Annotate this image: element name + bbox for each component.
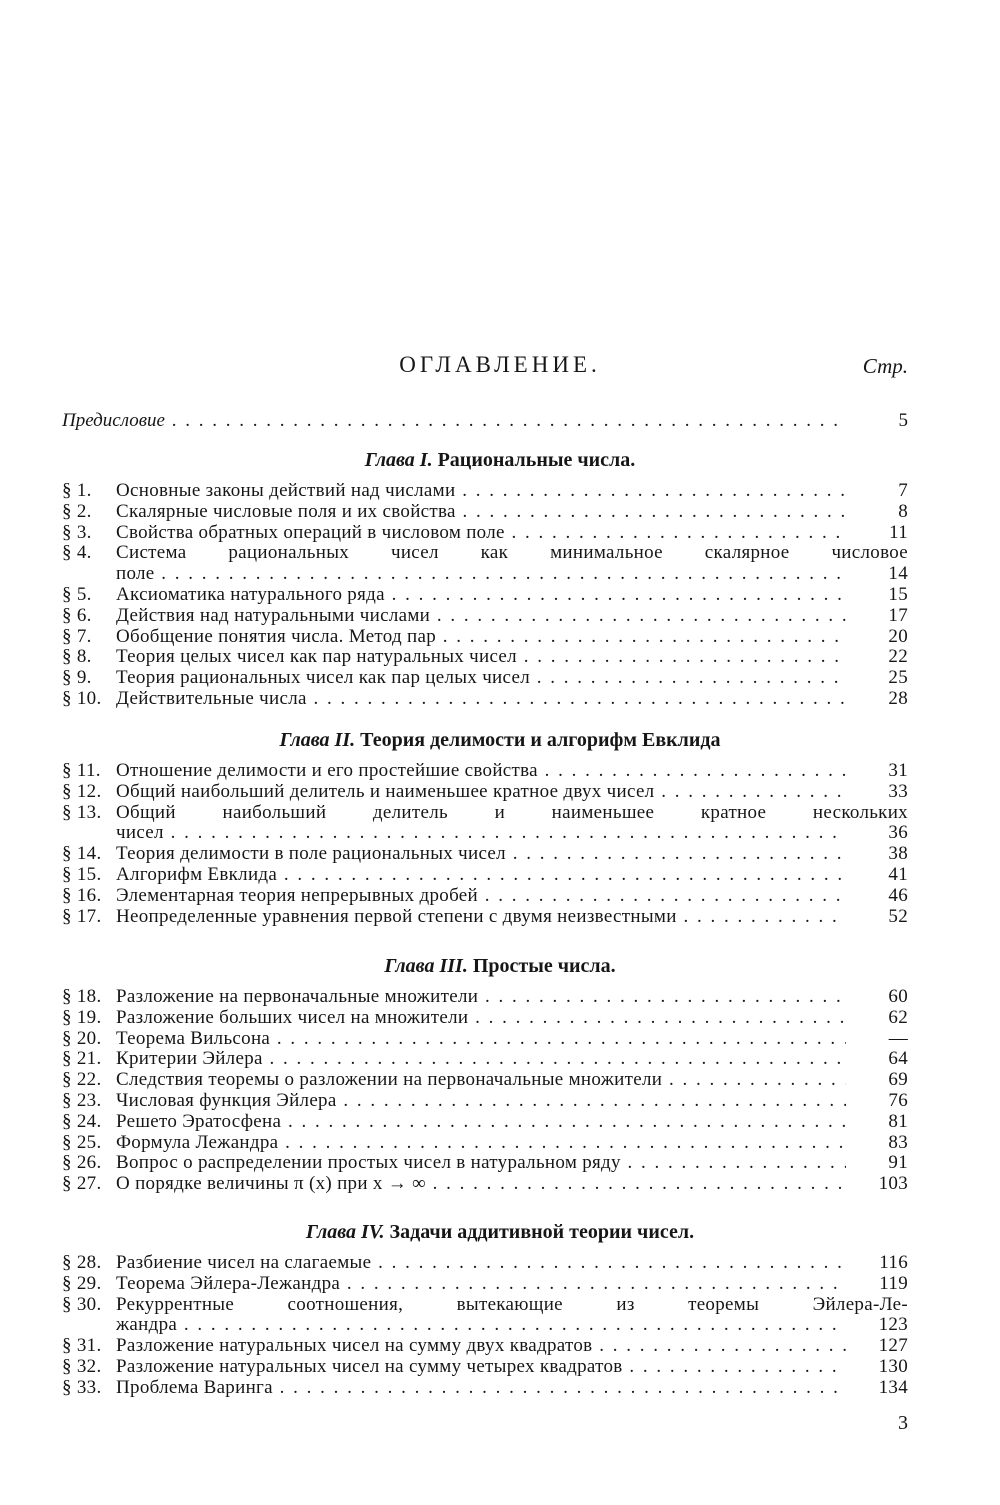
- toc-entry[interactable]: [62, 606, 908, 627]
- toc-entry[interactable]: [62, 1274, 908, 1295]
- entry-page: 123: [878, 1314, 908, 1336]
- entry-title: Обобщение понятия числа. Метод пар . . .: [116, 627, 846, 648]
- section-number: § 6.: [62, 604, 92, 626]
- toc-entry[interactable]: [62, 823, 908, 844]
- preface-title: Предисловие . . .: [62, 410, 846, 432]
- chapter-1-heading: [0, 449, 1000, 472]
- entry-title: Отношение делимости и его простейшие свойства . . .: [116, 761, 846, 782]
- entry-page: 130: [878, 1355, 908, 1377]
- preface-page: 5: [898, 410, 908, 431]
- entry-title: Проблема Варинга . . .: [116, 1378, 846, 1399]
- entry-title: Следствия теоремы о разложении на первоначальные множители . . .: [116, 1070, 846, 1091]
- section-number: § 3.: [62, 521, 92, 543]
- entry-title: Вопрос о распределении простых чисел в натуральном ряду . . .: [116, 1153, 846, 1174]
- chapter-3-name: Простые числа.: [472, 955, 616, 977]
- page-title: ОГЛАВЛЕНИЕ.: [399, 352, 601, 377]
- section-number: § 33.: [62, 1376, 102, 1398]
- entry-title: Критерии Эйлера . . .: [116, 1049, 846, 1070]
- section-number: § 24.: [62, 1110, 102, 1132]
- entry-page: 33: [888, 780, 908, 802]
- entry-title: Теория целых чисел как пар натуральных чисел . . .: [116, 647, 846, 668]
- entry-title: Теория делимости в поле рациональных чисел . . .: [116, 844, 846, 865]
- section-number: § 15.: [62, 863, 102, 885]
- toc-entry[interactable]: [62, 1174, 908, 1195]
- entry-page: 103: [878, 1173, 908, 1195]
- chapter-1-label: Глава I.: [364, 449, 433, 471]
- entry-title: Действия над натуральными числами . . .: [116, 606, 846, 627]
- section-number: § 31.: [62, 1335, 102, 1357]
- toc-entry[interactable]: [62, 1029, 908, 1050]
- section-number: § 10.: [62, 687, 102, 709]
- entry-page: 7: [898, 480, 908, 501]
- section-number: § 32.: [62, 1355, 102, 1377]
- toc-entry[interactable]: [62, 803, 908, 824]
- section-number: § 22.: [62, 1069, 102, 1091]
- toc-entry[interactable]: [62, 1112, 908, 1133]
- entry-title: Теорема Эйлера-Лежандра . . .: [116, 1274, 846, 1295]
- entry-title: Разложение больших чисел на множители . . .: [116, 1008, 846, 1029]
- chapter-4-heading: [0, 1221, 1000, 1244]
- entry-page: 17: [888, 604, 908, 626]
- entry-page: 52: [888, 905, 908, 927]
- section-number: § 19.: [62, 1006, 102, 1028]
- section-number: § 21.: [62, 1048, 102, 1070]
- entry-page: 14: [888, 563, 908, 585]
- section-number: § 29.: [62, 1272, 102, 1294]
- section-number: § 8.: [62, 646, 92, 668]
- section-number: § 2.: [62, 500, 92, 522]
- toc-entry[interactable]: [62, 761, 908, 782]
- entry-title: Скалярные числовые поля и их свойства . . .: [116, 502, 846, 523]
- entry-page: 60: [888, 986, 908, 1007]
- entry-page: —: [888, 1027, 908, 1049]
- toc-entry[interactable]: [62, 1336, 908, 1357]
- toc-entry[interactable]: [62, 865, 908, 886]
- entry-page: 83: [888, 1131, 908, 1153]
- entry-title: Разложение натуральных чисел на сумму четырех квадратов . . .: [116, 1357, 846, 1378]
- toc-entry[interactable]: [62, 1133, 908, 1154]
- entry-title: Разбиение чисел на слагаемые . . .: [116, 1253, 846, 1274]
- entry-page: 64: [888, 1048, 908, 1070]
- entry-title: Теорема Вильсона . . .: [116, 1029, 846, 1050]
- chapter-2-label: Глава II.: [279, 729, 356, 751]
- section-number: § 5.: [62, 583, 92, 605]
- entry-title: Разложение натуральных чисел на сумму двух квадратов . . .: [116, 1336, 846, 1357]
- chapter-3-heading: [0, 955, 1000, 978]
- entry-page: 91: [888, 1152, 908, 1174]
- chapter-3-list: [62, 987, 908, 1195]
- entry-page: 22: [888, 646, 908, 668]
- entry-page: 25: [888, 667, 908, 689]
- entry-title: Формула Лежандра . . .: [116, 1133, 846, 1154]
- entry-page: 11: [889, 521, 908, 543]
- toc-entry[interactable]: [62, 886, 908, 907]
- toc-entry[interactable]: [62, 647, 908, 668]
- chapter-4-name: Задачи аддитивной теории чисел.: [389, 1221, 695, 1243]
- entry-page: 62: [888, 1006, 908, 1028]
- toc-entry[interactable]: [62, 782, 908, 803]
- entry-title: Свойства обратных операций в числовом поле . . .: [116, 523, 846, 544]
- entry-page: 20: [888, 625, 908, 647]
- toc-entry[interactable]: [62, 1357, 908, 1378]
- toc-entry[interactable]: [62, 668, 908, 689]
- toc-entry[interactable]: [62, 844, 908, 865]
- toc-entry[interactable]: [62, 1049, 908, 1070]
- entry-title: Общий наибольший делитель и наименьшее кратное двух чисел . . .: [116, 782, 846, 803]
- section-number: § 16.: [62, 884, 102, 906]
- toc-entry[interactable]: [62, 987, 908, 1008]
- section-number: § 30.: [62, 1293, 102, 1315]
- entry-page: 36: [888, 822, 908, 844]
- toc-entry[interactable]: [62, 481, 908, 502]
- entry-title: Рекуррентные соотношения, вытекающие из теоремы Эйлера-Ле-: [116, 1294, 908, 1315]
- entry-title: Алгорифм Евклида . . .: [116, 865, 846, 886]
- section-number: § 18.: [62, 986, 102, 1007]
- section-number: § 11.: [62, 760, 101, 781]
- chapter-2-name: Теория делимости и алгорифм Евклида: [360, 729, 721, 751]
- section-number: § 1.: [62, 480, 92, 501]
- entry-page: 127: [878, 1335, 908, 1357]
- toc-entry[interactable]: [62, 1070, 908, 1091]
- chapter-2-list: [62, 761, 908, 927]
- section-number: § 12.: [62, 780, 102, 802]
- entry-page: 116: [879, 1252, 908, 1273]
- section-number: § 20.: [62, 1027, 102, 1049]
- chapter-1-list: [62, 481, 908, 710]
- toc-entry[interactable]: [62, 585, 908, 606]
- entry-title: чисел . . .: [116, 823, 846, 844]
- toc-entry[interactable]: [62, 1253, 908, 1274]
- entry-page: 69: [888, 1069, 908, 1091]
- toc-entry[interactable]: [62, 689, 908, 710]
- entry-title: поле . . .: [116, 564, 846, 585]
- section-number: § 17.: [62, 905, 102, 927]
- section-number: § 25.: [62, 1131, 102, 1153]
- entry-page: 119: [879, 1272, 908, 1294]
- toc-entry[interactable]: [62, 627, 908, 648]
- entry-title: Элементарная теория непрерывных дробей . . .: [116, 886, 846, 907]
- entry-page: 31: [888, 760, 908, 781]
- section-number: § 14.: [62, 843, 102, 865]
- toc-entry[interactable]: [62, 1153, 908, 1174]
- section-number: § 28.: [62, 1252, 102, 1273]
- entry-page: 41: [888, 863, 908, 885]
- entry-page: 81: [888, 1110, 908, 1132]
- entry-title: Разложение на первоначальные множители . . .: [116, 987, 846, 1008]
- entry-title: О порядке величины π (x) при x → ∞ . . .: [116, 1174, 846, 1195]
- toc-entry[interactable]: [62, 1378, 908, 1399]
- toc-entry[interactable]: [62, 1315, 908, 1336]
- entry-page: 8: [898, 500, 908, 522]
- toc-entry[interactable]: [62, 907, 908, 928]
- entry-page: 38: [888, 843, 908, 865]
- entry-title: жандра . . .: [116, 1315, 846, 1336]
- entry-title: Неопределенные уравнения первой степени с двумя неизвестными . . .: [116, 907, 846, 928]
- section-number: § 7.: [62, 625, 92, 647]
- chapter-1-name: Рациональные числа.: [437, 449, 636, 471]
- section-number: § 26.: [62, 1152, 102, 1174]
- section-number: § 4.: [62, 542, 92, 564]
- entry-page: 134: [878, 1376, 908, 1398]
- chapter-3-label: Глава III.: [384, 955, 468, 977]
- entry-title: Числовая функция Эйлера . . .: [116, 1091, 846, 1112]
- entry-title: Основные законы действий над числами . . .: [116, 481, 846, 502]
- entry-page: 46: [888, 884, 908, 906]
- entry-page: 28: [888, 687, 908, 709]
- section-number: § 13.: [62, 801, 102, 823]
- toc-entry[interactable]: [62, 1008, 908, 1029]
- entry-title: Система рациональных чисел как минимальное скалярное числовое: [116, 543, 908, 564]
- page-number: 3: [898, 1412, 908, 1434]
- section-number: § 9.: [62, 667, 92, 689]
- entry-title: Аксиоматика натурального ряда . . .: [116, 585, 846, 606]
- toc-entry[interactable]: [62, 564, 908, 585]
- entry-page: 76: [888, 1089, 908, 1111]
- section-number: § 23.: [62, 1089, 102, 1111]
- chapter-4-list: [62, 1253, 908, 1399]
- toc-entry[interactable]: [62, 502, 908, 523]
- entry-title: Общий наибольший делитель и наименьшее кратное нескольких: [116, 802, 908, 823]
- toc-entry[interactable]: [62, 543, 908, 564]
- chapter-2-heading: [0, 729, 1000, 752]
- page-column-label: Стр.: [862, 354, 908, 378]
- toc-entry[interactable]: [62, 1091, 908, 1112]
- toc-entry[interactable]: [62, 1295, 908, 1316]
- entry-title: Действительные числа . . .: [116, 689, 846, 710]
- entry-title: Решето Эратосфена . . .: [116, 1112, 846, 1133]
- chapter-4-label: Глава IV.: [305, 1221, 385, 1243]
- entry-title: Теория рациональных чисел как пар целых чисел . . .: [116, 668, 846, 689]
- section-number: § 27.: [62, 1173, 102, 1195]
- preface-entry[interactable]: [62, 410, 908, 432]
- toc-entry[interactable]: [62, 523, 908, 544]
- entry-page: 15: [888, 583, 908, 605]
